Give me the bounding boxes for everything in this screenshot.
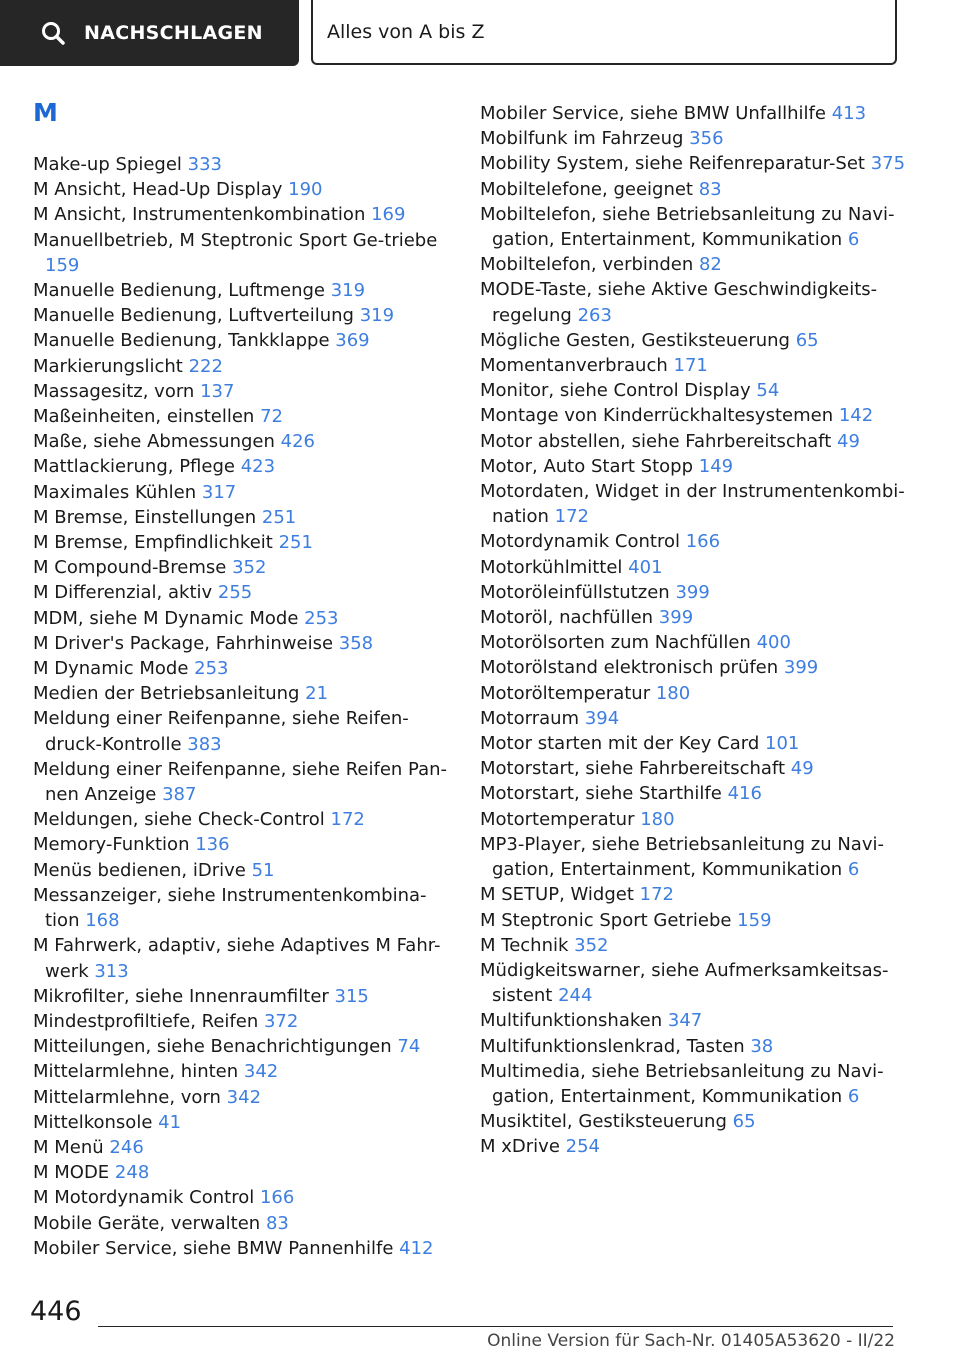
index-entry-text: M Bremse, Empfindlichkeit [33, 532, 273, 554]
page-reference-link[interactable]: 399 [675, 581, 710, 603]
index-column-right [480, 101, 930, 1160]
page-reference-link[interactable]: 54 [756, 380, 780, 402]
page-reference-link[interactable]: 49 [790, 758, 814, 780]
index-entry-text: Mobiltelefon, verbinden [480, 254, 694, 276]
search-tab-label: NACHSCHLAGEN [84, 22, 263, 44]
page-reference-link[interactable]: 253 [194, 658, 229, 680]
index-entry-text: Memory-Funktion [33, 834, 190, 856]
index-entry-text: Mitteilungen, siehe Benachrichtigungen [33, 1036, 392, 1058]
index-entry [33, 454, 453, 479]
index-entry [33, 580, 453, 605]
index-entry-text: Meldung einer Reifenpanne, siehe Reifen-druck-Kontrolle [33, 708, 409, 755]
page-reference-link[interactable]: 253 [304, 607, 339, 629]
page-reference-link[interactable]: 65 [732, 1111, 756, 1133]
index-entry [480, 655, 930, 680]
page-reference-link[interactable]: 375 [870, 153, 906, 175]
index-entry [480, 202, 930, 252]
index-entry [480, 328, 930, 353]
index-entry-text: Mikrofilter, siehe Innenraumfilter [33, 985, 329, 1007]
index-entry-text: Menüs bedienen, iDrive [33, 859, 246, 881]
page-reference-link[interactable]: 372 [263, 1010, 299, 1032]
index-entry [33, 1135, 453, 1160]
page-reference-link[interactable]: 6 [847, 229, 860, 251]
page-reference-link[interactable]: 171 [673, 355, 708, 377]
index-entry-text: M xDrive [480, 1136, 560, 1158]
index-entry-text: Musiktitel, Gestiksteuerung [480, 1111, 727, 1133]
index-entry [480, 555, 930, 580]
index-entry [33, 379, 453, 404]
page-reference-link[interactable]: 387 [162, 784, 197, 806]
page-reference-link[interactable]: 399 [783, 657, 819, 679]
index-entry-text: Mittelarmlehne, hinten [33, 1061, 239, 1083]
page-reference-link[interactable]: 246 [109, 1136, 144, 1158]
index-entry [33, 807, 453, 832]
index-entry [480, 706, 930, 731]
index-entry [33, 555, 453, 580]
chapter-tab-label: Alles von A bis Z [327, 20, 485, 43]
index-entry-text: Mittelarmlehne, vorn [33, 1086, 221, 1108]
page-reference-link[interactable]: 251 [278, 532, 313, 554]
page-reference-link[interactable]: 169 [371, 204, 406, 226]
index-entry [33, 328, 453, 353]
index-entry [480, 756, 930, 781]
index-entry [480, 1034, 930, 1059]
index-entry-text: Manuelle Bedienung, Luftverteilung [33, 305, 354, 327]
page-reference-link[interactable]: 172 [639, 884, 674, 906]
index-entry [480, 958, 930, 1008]
online-version-text: Online Version für Sach-Nr. 01405A53620 - II/22 [487, 1331, 895, 1351]
page-reference-link[interactable]: 137 [200, 380, 235, 402]
index-entry [33, 1059, 453, 1084]
page-reference-link[interactable]: 317 [201, 481, 237, 503]
index-entry-text: Mobiler Service, siehe BMW Unfallhilfe [480, 103, 826, 124]
index-entry [33, 606, 453, 631]
page-reference-link[interactable]: 180 [640, 808, 675, 830]
search-tab[interactable] [0, 0, 299, 66]
index-entry [480, 1008, 930, 1033]
index-entry-text: Müdigkeitswarner, siehe Aufmerksamkeitsas-sistent [480, 959, 889, 1007]
index-entry-text: Manuelle Bedienung, Tankklappe [33, 330, 330, 352]
page-reference-link[interactable]: 319 [359, 305, 395, 327]
index-entry-text: M Menü [33, 1136, 104, 1158]
index-entry [33, 757, 453, 807]
index-entry-text: Mobilfunk im Fahrzeug [480, 128, 684, 150]
index-entry [480, 605, 930, 630]
page-reference-link[interactable]: 65 [795, 329, 819, 351]
index-entry-text: Meldungen, siehe Check-Control [33, 809, 325, 831]
index-entry [480, 1059, 930, 1109]
index-entry-text: Medien der Betriebsanleitung [33, 683, 300, 705]
index-entry-text: Manuellbetrieb, M Steptronic Sport Ge-triebe [33, 229, 438, 251]
page-reference-link[interactable]: 333 [187, 154, 222, 175]
page-reference-link[interactable]: 149 [698, 455, 734, 477]
index-entry-text: Mobiler Service, siehe BMW Pannenhilfe [33, 1237, 394, 1259]
page-reference-link[interactable]: 83 [698, 178, 722, 200]
index-entry [33, 202, 453, 227]
index-entry-text: Motoröltemperatur [480, 682, 651, 704]
index-entry [480, 101, 930, 126]
page-reference-link[interactable]: 166 [259, 1187, 295, 1209]
index-entry-text: Maßeinheiten, einstellen [33, 406, 255, 428]
page-reference-link[interactable]: 416 [727, 783, 762, 805]
index-entry [33, 858, 453, 883]
index-entry [33, 505, 453, 530]
index-entry-text: M Ansicht, Head-Up Display [33, 179, 283, 201]
page-reference-link[interactable]: 244 [558, 985, 593, 1007]
index-list-right [480, 101, 930, 1160]
page-reference-link[interactable]: 412 [399, 1237, 434, 1259]
page-reference-link[interactable]: 74 [397, 1036, 421, 1058]
page-reference-link[interactable]: 6 [847, 1085, 860, 1107]
index-entry-text: Motordynamik Control [480, 531, 680, 553]
index-entry [33, 656, 453, 681]
page-reference-link[interactable]: 263 [577, 304, 612, 326]
page-reference-link[interactable]: 142 [838, 405, 874, 427]
index-entry-text: Motorölsorten zum Nachfüllen [480, 632, 751, 654]
index-entry [33, 631, 453, 656]
page-reference-link[interactable]: 352 [574, 934, 609, 956]
page-reference-link[interactable]: 356 [689, 128, 724, 150]
page-reference-link[interactable]: 399 [658, 607, 694, 629]
page-reference-link[interactable]: 38 [750, 1035, 774, 1057]
index-entry [33, 177, 453, 202]
footer-divider [98, 1326, 893, 1327]
index-entry-text: Multifunktionshaken [480, 1010, 663, 1032]
page-reference-link[interactable]: 315 [334, 985, 369, 1007]
index-entry-text: Motordaten, Widget in der Instrumentenkombi-nation [480, 481, 905, 528]
index-entry-text: Mittelkonsole [33, 1111, 153, 1133]
top-navigation [0, 0, 960, 66]
index-entry [33, 354, 453, 379]
page-reference-link[interactable]: 166 [685, 531, 721, 553]
index-list-left [33, 152, 453, 1261]
index-entry [480, 403, 930, 428]
page-reference-link[interactable]: 254 [565, 1136, 600, 1158]
index-entry [33, 228, 453, 278]
index-entry-text: M Motordynamik Control [33, 1187, 255, 1209]
index-entry-text: Maximales Kühlen [33, 481, 197, 503]
page-reference-link[interactable]: 222 [188, 355, 223, 377]
index-entry [480, 454, 930, 479]
index-entry-text: Manuelle Bedienung, Luftmenge [33, 280, 325, 302]
index-entry-text: M Steptronic Sport Getriebe [480, 909, 732, 931]
page-reference-link[interactable]: 172 [330, 809, 365, 831]
page-reference-link[interactable]: 413 [831, 103, 867, 124]
index-entry-text: Multifunktionslenkrad, Tasten [480, 1035, 745, 1057]
page-reference-link[interactable]: 394 [584, 707, 620, 729]
page-reference-link[interactable]: 248 [114, 1162, 150, 1184]
index-entry [33, 1034, 453, 1059]
page-reference-link[interactable]: 347 [667, 1010, 703, 1032]
page-reference-link[interactable]: 423 [240, 456, 276, 478]
page-reference-link[interactable]: 352 [232, 557, 267, 579]
index-entry [480, 353, 930, 378]
index-entry-text: M Technik [480, 934, 569, 956]
page-reference-link[interactable]: 136 [195, 834, 230, 856]
index-entry-text: Messanzeiger, siehe Instrumentenkombina-tion [33, 884, 427, 932]
page-reference-link[interactable]: 180 [655, 682, 691, 704]
index-entry-text: M Differenzial, aktiv [33, 582, 213, 604]
page-reference-link[interactable]: 383 [187, 733, 222, 755]
index-entry [480, 832, 930, 882]
index-entry-text: Montage von Kinderrückhaltesystemen [480, 405, 834, 427]
index-entry [480, 908, 930, 933]
index-entry-text: Mögliche Gesten, Gestiksteuerung [480, 329, 790, 351]
page-reference-link[interactable]: 41 [158, 1111, 182, 1133]
section-letter: M [33, 98, 58, 127]
index-entry [480, 1134, 930, 1159]
page-reference-link[interactable]: 369 [335, 330, 370, 352]
index-entry-text: Mobiltelefon, siehe Betriebsanleitung zu Navi-gation, Entertainment, Kommunikation [480, 203, 895, 251]
index-entry [33, 480, 453, 505]
index-entry [33, 429, 453, 454]
page-number: 446 [30, 1296, 82, 1327]
page-reference-link[interactable]: 401 [628, 556, 663, 578]
index-entry [480, 882, 930, 907]
index-entry-text: Motorraum [480, 707, 580, 729]
index-entry-text: Motoröl, nachfüllen [480, 607, 654, 629]
chapter-tab[interactable] [311, 0, 897, 65]
page-reference-link[interactable]: 49 [837, 430, 860, 452]
index-entry-text: Motorstart, siehe Starthilfe [480, 783, 722, 805]
page-reference-link[interactable]: 168 [85, 910, 120, 932]
index-entry [33, 1160, 453, 1185]
index-entry [480, 126, 930, 151]
index-entry-text: M MODE [33, 1162, 110, 1184]
index-entry-text: M SETUP, Widget [480, 884, 634, 906]
page-reference-link[interactable]: 101 [765, 733, 800, 755]
index-entry [33, 278, 453, 303]
index-entry-text: Mindestprofiltiefe, Reifen [33, 1010, 259, 1032]
index-entry-text: Motorölstand elektronisch prüfen [480, 657, 779, 679]
index-entry [480, 807, 930, 832]
index-entry [480, 479, 930, 529]
index-entry-text: MODE-Taste, siehe Aktive Geschwindigkeits-regelung [480, 279, 878, 326]
index-entry-text: Mobility System, siehe Reifenreparatur-Set [480, 153, 865, 175]
index-entry-text: MP3-Player, siehe Betriebsanleitung zu Navi-gation, Entertainment, Kommunikation [480, 833, 884, 881]
index-entry [33, 152, 453, 177]
index-entry [480, 1109, 930, 1134]
index-entry [33, 530, 453, 555]
index-entry-text: Motoröleinfüllstutzen [480, 581, 670, 603]
index-entry [33, 1236, 453, 1261]
page-reference-link[interactable]: 172 [554, 506, 590, 528]
index-entry [480, 630, 930, 655]
index-entry [33, 1211, 453, 1236]
page-reference-link[interactable]: 251 [261, 506, 297, 528]
index-entry [33, 1185, 453, 1210]
index-entry [33, 883, 453, 933]
index-entry-text: M Driver's Package, Fahrhinweise [33, 632, 334, 654]
page-reference-link[interactable]: 6 [847, 859, 860, 881]
index-entry [480, 933, 930, 958]
index-entry-text: Multimedia, siehe Betriebsanleitung zu Navi-gation, Entertainment, Kommunikation [480, 1060, 884, 1107]
page-reference-link[interactable]: 358 [338, 632, 374, 654]
index-entry-text: Make-up Spiegel [33, 154, 182, 175]
index-entry-text: Momentanverbrauch [480, 355, 668, 377]
index-entry [480, 151, 930, 176]
index-entry-text: Motor, Auto Start Stopp [480, 455, 694, 477]
page-reference-link[interactable]: 159 [737, 909, 772, 931]
index-entry [33, 832, 453, 857]
page-reference-link[interactable]: 72 [260, 406, 283, 428]
page-reference-link[interactable]: 400 [756, 632, 791, 654]
index-entry-text: M Dynamic Mode [33, 658, 189, 680]
search-icon [40, 20, 66, 46]
index-entry-text: M Fahrwerk, adaptiv, siehe Adaptives M Fahr-werk [33, 935, 441, 982]
index-entry-text: M Compound-Bremse [33, 557, 227, 579]
index-entry [33, 404, 453, 429]
index-entry-text: Mattlackierung, Pflege [33, 456, 235, 478]
index-entry-text: Meldung einer Reifenpanne, siehe Reifen Pan-nen Anzeige [33, 758, 448, 806]
index-entry-text: MDM, siehe M Dynamic Mode [33, 607, 299, 629]
index-entry [480, 429, 930, 454]
page-reference-link[interactable]: 159 [45, 254, 80, 276]
index-entry [33, 706, 453, 756]
index-entry [480, 252, 930, 277]
index-entry [33, 303, 453, 328]
index-entry [480, 681, 930, 706]
index-entry [33, 1009, 453, 1034]
index-entry-text: Mobiltelefone, geeignet [480, 178, 693, 200]
index-entry [33, 1110, 453, 1135]
page-reference-link[interactable]: 342 [226, 1086, 262, 1108]
index-entry-text: Motor abstellen, siehe Fahrbereitschaft [480, 430, 832, 452]
index-entry-text: Monitor, siehe Control Display [480, 380, 751, 402]
index-entry [480, 378, 930, 403]
index-column-left [33, 96, 453, 1261]
index-entry-text: M Ansicht, Instrumentenkombination [33, 204, 366, 226]
index-entry-text: M Bremse, Einstellungen [33, 506, 257, 528]
page-reference-link[interactable]: 426 [280, 431, 315, 453]
page-reference-link[interactable]: 51 [251, 859, 275, 881]
page-reference-link[interactable]: 313 [94, 960, 129, 982]
page-reference-link[interactable]: 83 [265, 1212, 289, 1234]
page-reference-link[interactable]: 82 [698, 254, 722, 276]
index-entry [480, 580, 930, 605]
page-reference-link[interactable]: 21 [305, 683, 329, 705]
index-entry-text: Maße, siehe Abmessungen [33, 431, 275, 453]
index-entry [480, 529, 930, 554]
page-reference-link[interactable]: 255 [217, 582, 253, 604]
page-reference-link[interactable]: 190 [288, 179, 323, 201]
index-entry-text: Massagesitz, vorn [33, 380, 195, 402]
index-entry-text: Motorstart, siehe Fahrbereitschaft [480, 758, 786, 780]
page-reference-link[interactable]: 319 [330, 280, 366, 302]
index-entry [480, 731, 930, 756]
index-entry-text: Markierungslicht [33, 355, 183, 377]
index-entry [480, 277, 930, 327]
index-entry-text: Mobile Geräte, verwalten [33, 1212, 261, 1234]
index-entry [33, 984, 453, 1009]
page-reference-link[interactable]: 342 [243, 1061, 279, 1083]
index-entry-text: Motortemperatur [480, 808, 635, 830]
index-entry [33, 933, 453, 983]
index-entry-text: Motorkühlmittel [480, 556, 623, 578]
index-entry-text: Motor starten mit der Key Card [480, 733, 760, 755]
index-entry [33, 681, 453, 706]
index-entry [33, 1085, 453, 1110]
index-entry [480, 781, 930, 806]
index-entry [480, 177, 930, 202]
